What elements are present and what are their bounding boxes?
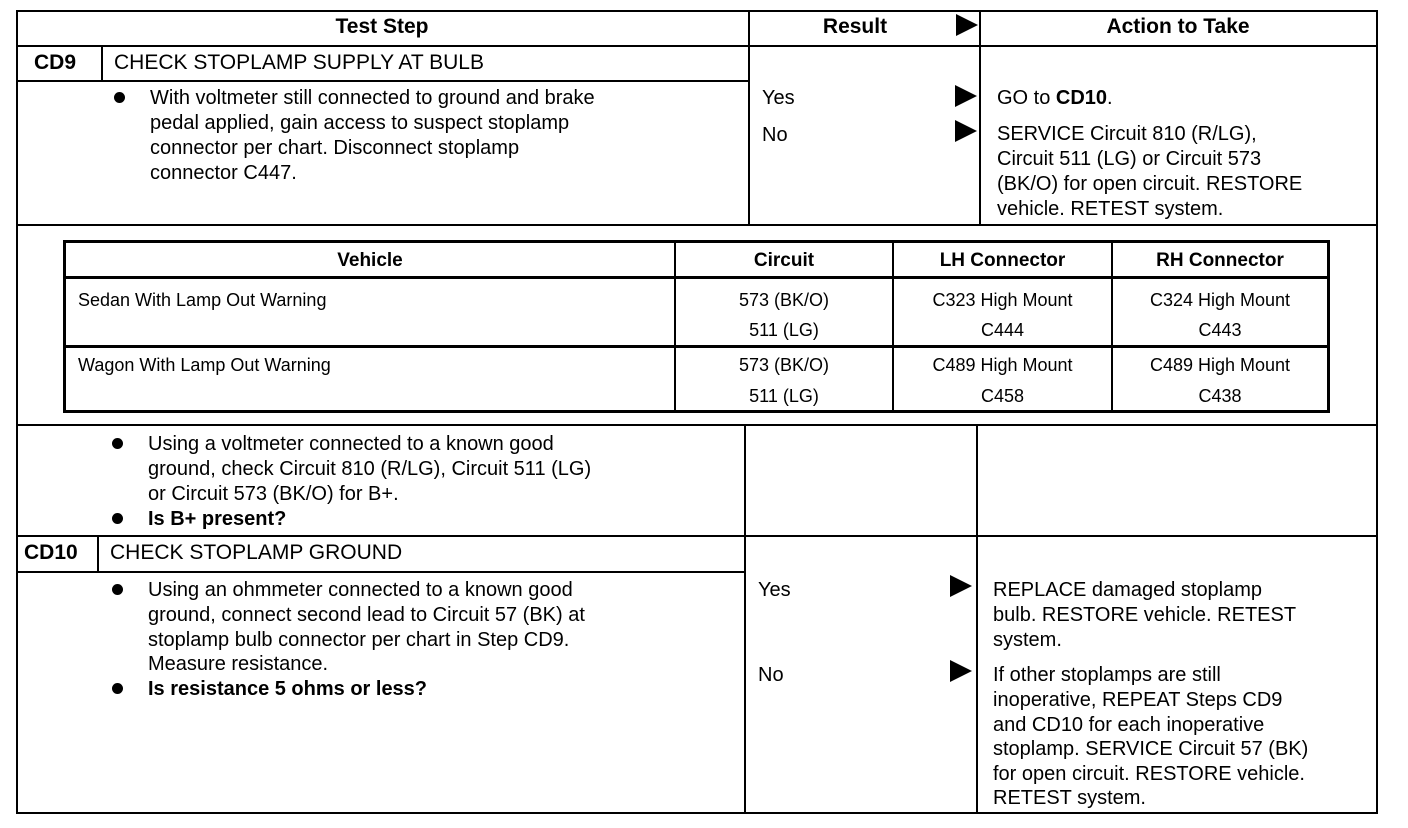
cd10-title-top — [16, 535, 1378, 537]
header-action: Action to Take — [1106, 15, 1250, 38]
chart-row1-vehicle: Sedan With Lamp Out Warning — [78, 290, 327, 310]
chart-row2-circuit-1: 573 (BK/O) — [738, 355, 830, 375]
cd9-section-bottom — [16, 224, 1378, 226]
cd10-step-line4: Measure resistance. — [148, 653, 329, 675]
bullet-icon — [112, 584, 123, 595]
chart-header-bottom — [63, 276, 1330, 279]
chart-header-vehicle: Vehicle — [337, 250, 403, 271]
cd10-step-title: CHECK STOPLAMP GROUND — [110, 541, 403, 564]
chart-row-divider — [63, 345, 1330, 348]
cd9-yes-action-target: CD10 — [1055, 87, 1108, 109]
cd9-step1-line2: pedal applied, gain access to suspect stoplamp — [150, 112, 570, 134]
chart-row1-lh-1: C323 High Mount — [932, 290, 1073, 310]
action-column-divider — [979, 10, 981, 226]
cd10-yes-action-line2: bulb. RESTORE vehicle. RETEST — [993, 604, 1297, 626]
cd9-step2-line2: ground, check Circuit 810 (R/LG), Circuit 511 (LG) — [148, 458, 592, 480]
cd9-step-id: CD9 — [34, 51, 77, 74]
chart-row1-lh-2: C444 — [980, 320, 1025, 340]
cd10-no-action-line4: stoplamp. SERVICE Circuit 57 (BK) — [993, 738, 1309, 760]
chart-section-bottom — [16, 424, 1378, 426]
lower-action-divider — [976, 424, 978, 814]
cd10-title-bottom — [16, 571, 746, 573]
cd10-no-action-line5: for open circuit. RESTORE vehicle. — [993, 763, 1305, 785]
cd10-no-action-line1: If other stoplamps are still — [993, 664, 1221, 686]
cd10-yes-action-line3: system. — [993, 629, 1062, 651]
cd9-yes-arrow-icon — [955, 85, 977, 107]
cd9-result-no: No — [762, 124, 788, 146]
cd9-step2-line3: or Circuit 573 (BK/O) for B+. — [148, 483, 399, 505]
bullet-icon — [112, 683, 123, 694]
cd10-step-id: CD10 — [24, 541, 78, 564]
table-top-border — [16, 10, 1378, 12]
cd10-no-action-line2: inoperative, REPEAT Steps CD9 — [993, 689, 1283, 711]
chart-row2-vehicle: Wagon With Lamp Out Warning — [78, 355, 331, 375]
header-bottom-border — [16, 45, 1378, 47]
cd10-id-divider — [97, 535, 99, 573]
bullet-icon — [114, 92, 125, 103]
cd9-step1-line4: connector C447. — [150, 162, 297, 184]
cd10-step-line2: ground, connect second lead to Circuit 57 (BK) at — [148, 604, 585, 626]
cd9-no-action-line2: Circuit 511 (LG) or Circuit 573 — [997, 148, 1262, 170]
chart-row2-circuit-2: 511 (LG) — [749, 386, 819, 406]
chart-row1-circuit-1: 573 (BK/O) — [738, 290, 830, 310]
chart-header-lh: LH Connector — [939, 250, 1066, 271]
bullet-icon — [112, 438, 123, 449]
table-left-border — [16, 10, 18, 814]
cd9-step1-line1: With voltmeter still connected to ground and brake — [150, 87, 595, 109]
cd9-no-action-line3: (BK/O) for open circuit. RESTORE — [997, 173, 1303, 195]
cd10-no-action-line3: and CD10 for each inoperative — [993, 714, 1265, 736]
cd9-question: Is B+ present? — [148, 508, 287, 530]
cd10-yes-action-line1: REPLACE damaged stoplamp — [993, 579, 1263, 601]
chart-header-circuit: Circuit — [753, 250, 815, 271]
cd9-yes-action — [997, 86, 1113, 111]
cd10-result-yes: Yes — [758, 579, 791, 601]
cd9-step1-line3: connector per chart. Disconnect stoplamp — [150, 137, 520, 159]
cd9-yes-action-prefix: GO to — [997, 87, 1056, 109]
chart-row2-rh-1: C489 High Mount — [1149, 355, 1291, 375]
table-bottom-border — [16, 812, 1378, 814]
lower-result-divider — [744, 424, 746, 814]
chart-header-rh: RH Connector — [1156, 250, 1284, 271]
chart-row2-rh-2: C438 — [1198, 386, 1242, 406]
chart-row2-lh-1: C489 High Mount — [932, 355, 1073, 375]
header-test-step: Test Step — [335, 15, 429, 38]
cd10-yes-arrow-icon — [950, 575, 972, 597]
cd9-step-title: CHECK STOPLAMP SUPPLY AT BULB — [114, 51, 484, 74]
header-arrow-icon — [956, 14, 978, 36]
cd10-no-arrow-icon — [950, 660, 972, 682]
cd10-question: Is resistance 5 ohms or less? — [148, 678, 428, 700]
cd9-title-bottom — [16, 80, 750, 82]
cd9-no-action-line1: SERVICE Circuit 810 (R/LG), — [997, 123, 1257, 145]
table-right-border — [1376, 10, 1378, 814]
chart-row1-circuit-2: 511 (LG) — [749, 320, 819, 340]
cd10-result-no: No — [758, 664, 784, 686]
chart-row1-rh-2: C443 — [1198, 320, 1242, 340]
chart-row1-rh-1: C324 High Mount — [1149, 290, 1291, 310]
chart-row2-lh-2: C458 — [980, 386, 1025, 406]
cd10-step-line3: stoplamp bulb connector per chart in Step CD9. — [148, 629, 570, 651]
header-result: Result — [822, 15, 888, 38]
cd9-yes-action-suffix: . — [1107, 87, 1113, 109]
cd9-no-arrow-icon — [955, 120, 977, 142]
cd10-step-line1: Using an ohmmeter connected to a known good — [148, 579, 573, 601]
result-column-divider — [748, 10, 750, 226]
bullet-icon — [112, 513, 123, 524]
cd9-no-action-line4: vehicle. RETEST system. — [997, 198, 1224, 220]
cd9-id-divider — [101, 45, 103, 82]
cd9-result-yes: Yes — [762, 87, 795, 109]
cd10-no-action-line6: RETEST system. — [993, 787, 1146, 809]
cd9-step2-line1: Using a voltmeter connected to a known good — [148, 433, 554, 455]
